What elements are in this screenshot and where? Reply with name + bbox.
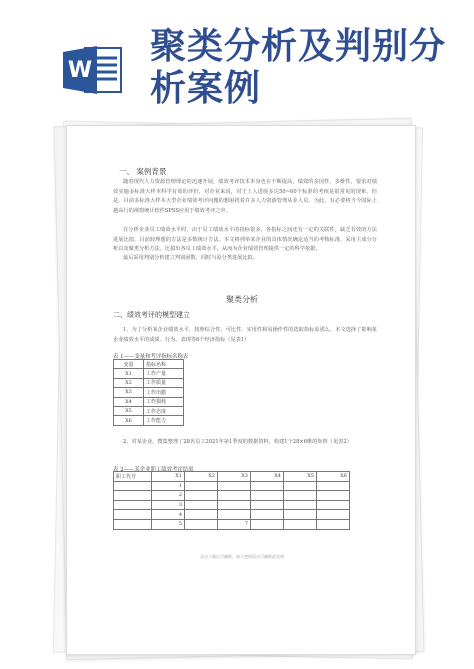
table-row (114, 491, 350, 501)
table-cell (114, 510, 152, 520)
table-cell (251, 491, 284, 501)
table-cell: 工作损耗 (144, 397, 184, 406)
table-cell: 工作态度 (144, 406, 184, 415)
table-cell (218, 510, 251, 520)
table-row (114, 500, 350, 510)
table-header-cell: X4 (251, 472, 284, 482)
table-cell: 2 (152, 491, 185, 501)
section1-heading: 一、 案例背景 (119, 167, 167, 176)
table-cell: 工作能力 (144, 416, 184, 425)
table-cell: 3 (152, 500, 185, 510)
variables-table (113, 359, 184, 426)
table-header-row (114, 472, 350, 482)
table-cell (251, 510, 284, 520)
table-header-cell: X5 (284, 472, 317, 482)
table-cell: 工作产量 (144, 369, 184, 378)
table-cell (317, 481, 350, 491)
table-row (114, 416, 184, 425)
table-cell (284, 510, 317, 520)
table-cell: X2 (114, 378, 144, 387)
table-row (114, 378, 184, 387)
footer-note: 双击下载后可删除，如不想保留也可删除此说明 (200, 554, 284, 559)
table-cell (185, 491, 218, 501)
section2-heading: 二、绩效考评的模型建立 (113, 311, 190, 319)
table2-caption: 表 2——某企业职工绩效考评结果 (113, 467, 194, 473)
table-cell (185, 481, 218, 491)
table-cell: X4 (114, 397, 144, 406)
table-cell (284, 500, 317, 510)
table-cell (114, 481, 152, 491)
paragraph-5: 2、对某企业，搜集整理了28名员工2021年第1季度的数据资料，构建1个28×6维的矩阵（见表2） (123, 439, 352, 445)
table-cell (185, 519, 218, 529)
table-cell (317, 510, 350, 520)
svg-text:W: W (67, 58, 93, 83)
table-cell (218, 491, 251, 501)
table-header-cell: X2 (185, 472, 218, 482)
paragraph-1: 随着现代人力资源管理理论的迅速开展，绩效考评技术本身也在不断提高，绩效的多因性、多维性，要求对绩效实施多标准大样本科学有效的评价，对企业来说，对于上人进展多达50~60个标准的考核是很常见的现象。但是，目前多标准大样本大型企业绩效考评问题的想困扰着许多人力资源管理从业人员。为此，有必要将当今国际上越高行的视窗统计软件SPSS应用于绩效考评之中。 (113, 179, 377, 214)
table-cell (251, 500, 284, 510)
table-cell (284, 491, 317, 501)
paragraph-2: 在分析企业员工绩效水平时，由于员工绩效水平的指标很多，各指标之间还有一定的关联性，缺乏有效的方法进展比拟，目前较理想的方法是多数统计方法。本文将列举某企业的具体情况确定适当的考核标准，采用主成分分析以及聚类分析方法，比拟出各员工绩效水平，从而为企业绩效管理提供一定的科学依据。 (113, 227, 377, 253)
table-header-cell: 指标名称 (144, 360, 184, 369)
table-cell (218, 500, 251, 510)
table-row (114, 510, 350, 520)
table-cell (284, 481, 317, 491)
table-cell: X6 (114, 416, 144, 425)
table-header-cell: 变量 (114, 360, 144, 369)
results-table (113, 471, 350, 530)
table-cell (114, 519, 152, 529)
paragraph-3: 最后采用判别分析建立判别函数，同时与原分类进展比拟。 (123, 255, 258, 261)
table-cell: 4 (152, 510, 185, 520)
table-cell (317, 491, 350, 501)
table-cell: 工作质量 (144, 378, 184, 387)
table-row (114, 519, 350, 529)
word-document-icon (63, 44, 123, 96)
table-header-cell: X3 (218, 472, 251, 482)
table-cell (114, 491, 152, 501)
table-cell (185, 510, 218, 520)
table-cell (185, 500, 218, 510)
table-cell (218, 481, 251, 491)
table-cell: 工作出勤 (144, 388, 184, 397)
table-cell: 1 (152, 481, 185, 491)
table-header-row (114, 360, 184, 369)
document-preview (66, 125, 416, 655)
page-title: 聚类分析及判别分析案例 (150, 26, 447, 109)
table-cell: X3 (114, 388, 144, 397)
header (0, 0, 474, 110)
table-cell: 5 (152, 519, 185, 529)
table-row (114, 481, 350, 491)
table-row (114, 388, 184, 397)
table-cell: 7 (218, 519, 251, 529)
table-cell (317, 519, 350, 529)
table-cell (251, 481, 284, 491)
paragraph-4: 1、为了分析某企业绩效水平，按照综合性、可比性、实用性和易操作性的选取指标原那么，本文选择了影响某企业绩效水平的成果、行为、表现等6个经济指标（见表1） (113, 327, 377, 343)
table-row (114, 406, 184, 415)
table1-caption: 表 1——变量和考评指标名称表 (113, 354, 189, 360)
table-cell (114, 500, 152, 510)
table-cell (317, 500, 350, 510)
table-cell: X1 (114, 369, 144, 378)
center-heading: 聚类分析 (226, 295, 258, 304)
table-cell (251, 519, 284, 529)
table-row (114, 369, 184, 378)
table-row (114, 397, 184, 406)
table-cell: X5 (114, 406, 144, 415)
table-cell (284, 519, 317, 529)
table-header-cell: X6 (317, 472, 350, 482)
table-header-cell: X1 (152, 472, 185, 482)
table-header-cell: 职工代号 (114, 472, 152, 482)
